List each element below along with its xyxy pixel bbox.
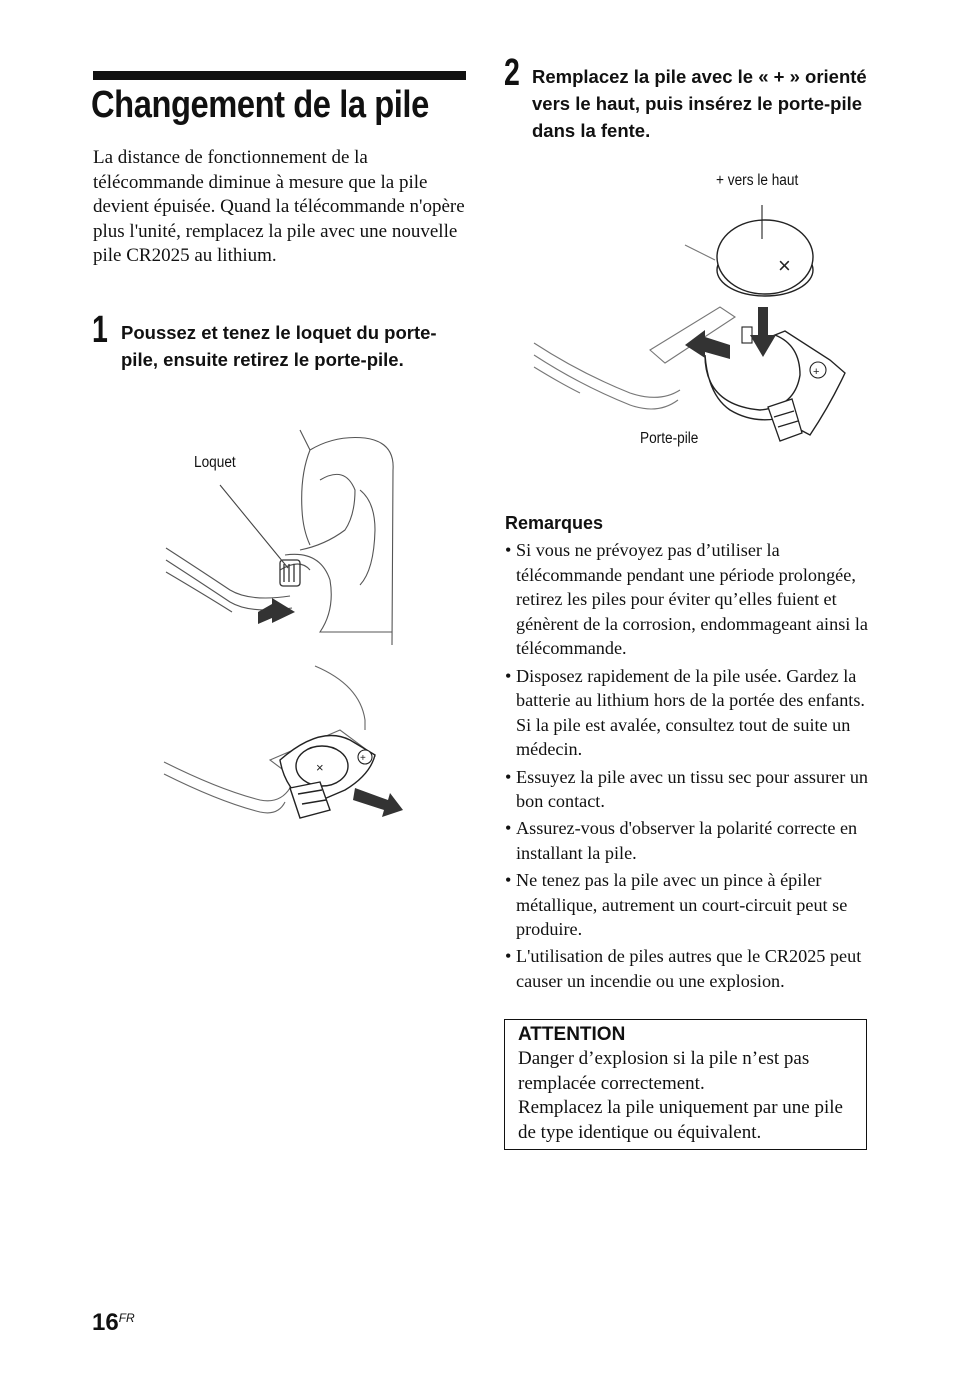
title-rule	[93, 71, 466, 80]
attention-title: ATTENTION	[518, 1024, 626, 1045]
step-1-text: Poussez et tenez le loquet du porte-pile, ensuite retirez le porte-pile.	[121, 322, 437, 370]
step-1-number: 1	[92, 309, 108, 351]
remarques-heading: Remarques	[505, 513, 604, 533]
holder-removal-illustration	[160, 660, 410, 830]
page-number	[92, 1309, 135, 1337]
remarque-item: • Si vous ne prévoyez pas d’utiliser la télécommande pendant une période prolongée, retirez les piles pour éviter qu’elles fuient et génèrent de la corrosion, endommageant ainsi la télécommande.	[505, 538, 883, 661]
battery-insert-illustration	[530, 195, 850, 455]
attention-line: Danger d’explosion si la pile n’est pas remplacée correctement.	[518, 1048, 810, 1094]
loquet-label: Loquet	[194, 454, 236, 471]
svg-text:+: +	[813, 366, 820, 378]
remarques-list	[505, 538, 883, 996]
svg-text:×: ×	[316, 760, 324, 775]
step-2-number: 2	[504, 52, 520, 94]
remarque-item: • Ne tenez pas la pile avec un pince à épiler métallique, autrement un court-circuit peut se produire.	[505, 868, 883, 942]
svg-text:×: ×	[778, 253, 791, 278]
attention-body	[518, 1047, 853, 1145]
page-title: Changement de la pile	[91, 84, 429, 126]
page-language-code: FR	[118, 1311, 135, 1325]
intro-paragraph: La distance de fonctionnement de la télécommande diminue à mesure que la pile devient épuisée. Quand la télécommande n'opère plus l'unité, remplacez la pile avec une nouvelle pile CR2025 au lithium.	[93, 147, 465, 267]
step-2-text: Remplacez la pile avec le « + » orienté vers le haut, puis insérez le porte-pile dans la fente.	[532, 66, 867, 141]
page-number-value: 16	[92, 1309, 119, 1336]
attention-line: Remplacez la pile uniquement par une pile de type identique ou équivalent.	[518, 1097, 843, 1143]
attention-box	[504, 1019, 867, 1150]
porte-pile-label: Porte-pile	[640, 430, 699, 447]
remarque-item: • Disposez rapidement de la pile usée. Gardez la batterie au lithium hors de la portée des enfants. Si la pile est avalée, consultez tout de suite un médecin.	[505, 664, 883, 762]
vers-le-haut-label: + vers le haut	[716, 172, 799, 189]
remarque-item: • Assurez-vous d'observer la polarité correcte en installant la pile.	[505, 816, 883, 865]
remarque-item: • L'utilisation de piles autres que le CR2025 peut causer un incendie ou une explosion.	[505, 944, 883, 993]
svg-text:+: +	[360, 753, 366, 764]
remarque-item: • Essuyez la pile avec un tissu sec pour assurer un bon contact.	[505, 765, 883, 814]
